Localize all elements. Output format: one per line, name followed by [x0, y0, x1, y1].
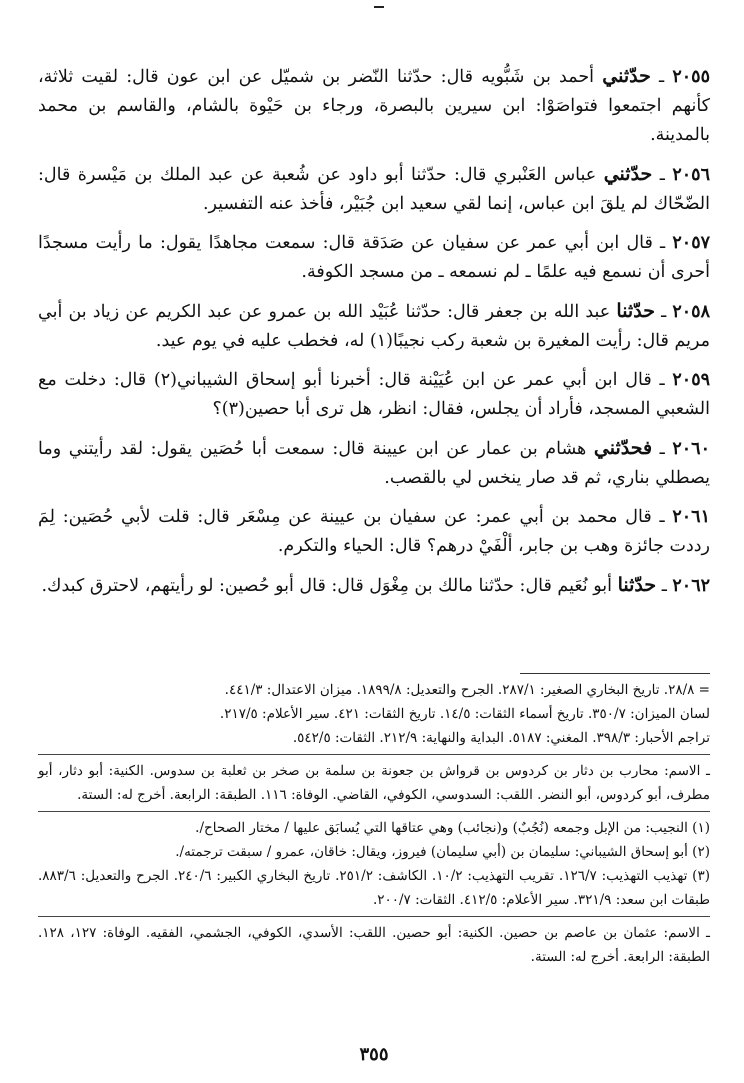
entry-2057: ٢٠٥٧ ـ قال ابن أبي عمر عن سفيان عن صَدَقة قال: سمعت مجاهدًا يقول: ما رأيت مسجدًا أحرى أن نسمع فيه علمًا ـ لم نسمعه ـ من مسجد الكوفة.	[38, 233, 710, 282]
entry-number: ٢٠٦٢	[672, 576, 710, 596]
entry-text: قال ابن أبي عمر عن سفيان عن صَدَقة قال: سمعت مجاهدًا يقول: ما رأيت مسجدًا أحرى أن نسمع فيه علمًا ـ لم نسمعه ـ من مسجد الكوفة.	[38, 233, 710, 282]
footnote-3: (٣) تهذيب التهذيب: ١٢٦/٧. تقريب التهذيب: ١٠/٢. الكاشف: ٢٥١/٢. تاريخ البخاري الكبير: ٢٤٠/٦. الجرح والتعديل: ٨٨٣/٦. طبقات ابن سعد: ٣٢١/٩. سير الأعلام: ٤١٢/٥. الثقات: ٢٠٠/٧.	[38, 868, 710, 908]
note-bio: ـ الاسم: محارب بن دثار بن كردوس بن قرواش بن جعونة بن سلمة بن صخر بن ثعلبة بن سدوس. الكنية: أبو دثار، أبو مطرف، أبو كردوس، أبو النضر. اللقب: السدوسي، الكوفي، القاضي. الوفاة: ١١٦. الطبقة: الرابعة. أخرج له: الستة.	[38, 763, 710, 803]
entry-text: أبو نُعَيم قال: حدّثنا مالك بن مِغْوَل قال: قال أبو حُصين: لو رأيتهم، لاحترق كبدك.	[41, 576, 613, 596]
footnote-bio: ـ الاسم: عثمان بن عاصم بن حصين. الكنية: أبو حصين. اللقب: الأسدي، الكوفي، الجشمي، الفقيه. الوفاة: ١٢٧، ١٢٨. الطبقة: الرابعة. أخرج له: الستة.	[38, 925, 710, 965]
entry-2060: ٢٠٦٠ ـ فحدّثني هشام بن عمار عن ابن عيينة قال: سمعت أبا حُصَين يقول: لقد رأيتني وما يصطلي بناري، ثم قد صار ينخس لي بالقصب.	[38, 437, 710, 488]
entry-keyword: حدّثني	[603, 163, 653, 185]
entry-text: عبد الله بن جعفر قال: حدّثنا عُبَيْد الله بن عمرو عن عبد الكريم عن زياد بن أبي مريم قال: رأيت المغيرة بن شعبة ركب نجيبًا(١) له، فخطب عليه في يوم عيد.	[38, 302, 710, 351]
note-continuation: = ٢٨/٨. تاريخ البخاري الصغير: ٢٨٧/١. الجرح والتعديل: ١٨٩٩/٨. ميزان الاعتدال: ٤٤١/٣.	[224, 682, 710, 698]
page-number: ٣٥٥	[359, 1044, 389, 1065]
note-divider	[38, 811, 710, 812]
entry-text: عباس العَنْبري قال: حدّثنا أبو داود عن شُعبة عن عبد الملك بن مَيْسرة قال: الضّحّاك لم يلقَ ابن عباس، إنما لقي سعيد ابن جُبَيْر، فأخذ عنه التفسير.	[38, 165, 710, 214]
entry-2058: ٢٠٥٨ ـ حدّثنا عبد الله بن جعفر قال: حدّثنا عُبَيْد الله بن عمرو عن عبد الكريم عن زياد بن أبي مريم قال: رأيت المغيرة بن شعبة ركب نجيبًا(١) له، فخطب عليه في يوم عيد.	[38, 300, 710, 351]
entry-number: ٢٠٦١	[672, 507, 710, 527]
entry-keyword: حدّثني	[602, 65, 651, 87]
note-continuation: لسان الميزان: ٣٥٠/٧. تاريخ أسماء الثقات: ١٤/٥. تاريخ الثقات: ٤٢١. سير الأعلام: ٢١٧/٥.	[219, 706, 710, 722]
entry-text: هشام بن عمار عن ابن عيينة قال: سمعت أبا حُصَين يقول: لقد رأيتني وما يصطلي بناري، ثم قد صار ينخس لي بالقصب.	[38, 439, 710, 488]
entry-number: ٢٠٥٩	[672, 370, 710, 390]
footnotes-area	[38, 678, 710, 969]
footnote-2: (٢) أبو إسحاق الشيباني: سليمان بن (أبي سليمان) فيروز، ويقال: خاقان، عمرو / سبقت ترجمته/.	[175, 844, 710, 860]
entry-keyword: فحدّثني	[593, 437, 653, 459]
entry-keyword: حدّثنا	[617, 574, 657, 596]
footnote-separator	[520, 673, 710, 674]
entry-number: ٢٠٥٦	[672, 165, 710, 185]
entry-2056: ٢٠٥٦ ـ حدّثني عباس العَنْبري قال: حدّثنا أبو داود عن شُعبة عن عبد الملك بن مَيْسرة قال: الضّحّاك لم يلقَ ابن عباس، إنما لقي سعيد ابن جُبَيْر، فأخذ عنه التفسير.	[38, 163, 710, 214]
entry-2059: ٢٠٥٩ ـ قال ابن أبي عمر عن ابن عُيَيْنة قال: أخبرنا أبو إسحاق الشيباني(٢) قال: دخلت مع الشعبي المسجد، فأراد أن يجلس، فقال: انظر، هل ترى أبا حصين(٣)؟	[38, 370, 710, 419]
book-page	[38, 0, 710, 1083]
entry-2062: ٢٠٦٢ ـ حدّثنا أبو نُعَيم قال: حدّثنا مالك بن مِغْوَل قال: قال أبو حُصين: لو رأيتهم، لاحترق كبدك.	[41, 574, 710, 596]
entry-text: أحمد بن شَبُّويه قال: حدّثنا النّضر بن شميّل عن ابن عون قال: لقيت ثلاثة، كأنهم اجتمعوا فتواصَوْا: ابن سيرين بالبصرة، ورجاء بن حَيْوة بالشام، والقاسم بن محمد بالمدينة.	[38, 67, 710, 145]
top-mark	[374, 6, 384, 8]
entry-2061: ٢٠٦١ ـ قال محمد بن أبي عمر: عن سفيان بن عيينة عن مِسْعَر قال: قلت لأبي حُصَين: لِمَ رددت جائزة وهب بن جابر، ألْفَيْ درهم؟ قال: الحياء والتكرم.	[38, 507, 710, 556]
entry-number: ٢٠٥٥	[672, 67, 710, 87]
note-divider	[38, 916, 710, 917]
entry-number: ٢٠٦٠	[672, 439, 710, 459]
entry-text: قال محمد بن أبي عمر: عن سفيان بن عيينة عن مِسْعَر قال: قلت لأبي حُصَين: لِمَ رددت جائزة وهب بن جابر، ألْفَيْ درهم؟ قال: الحياء والتكرم.	[38, 507, 710, 556]
footnote-1: (١) النجيب: من الإبل وجمعه (نُجُبٌ) و(نجائب) وهي عتاقها التي يُسابَق عليها / مختار الصحاح/.	[195, 820, 710, 836]
entry-keyword: حدّثنا	[616, 300, 655, 322]
entries	[38, 62, 710, 611]
entry-text: قال ابن أبي عمر عن ابن عُيَيْنة قال: أخبرنا أبو إسحاق الشيباني(٢) قال: دخلت مع الشعبي المسجد، فأراد أن يجلس، فقال: انظر، هل ترى أبا حصين(٣)؟	[38, 370, 710, 419]
entry-2055: ٢٠٥٥ ـ حدّثني أحمد بن شَبُّويه قال: حدّثنا النّضر بن شميّل عن ابن عون قال: لقيت ثلاثة، كأنهم اجتمعوا فتواصَوْا: ابن سيرين بالبصرة، ورجاء بن حَيْوة بالشام، والقاسم بن محمد بالمدينة.	[38, 65, 710, 145]
entry-number: ٢٠٥٧	[672, 233, 710, 253]
entry-number: ٢٠٥٨	[672, 302, 710, 322]
note-continuation: تراجم الأحبار: ٣٩٨/٣. المغني: ٥١٨٧. البداية والنهاية: ٢١٢/٩. الثقات: ٥٤٢/٥.	[292, 730, 710, 746]
note-divider	[38, 754, 710, 755]
